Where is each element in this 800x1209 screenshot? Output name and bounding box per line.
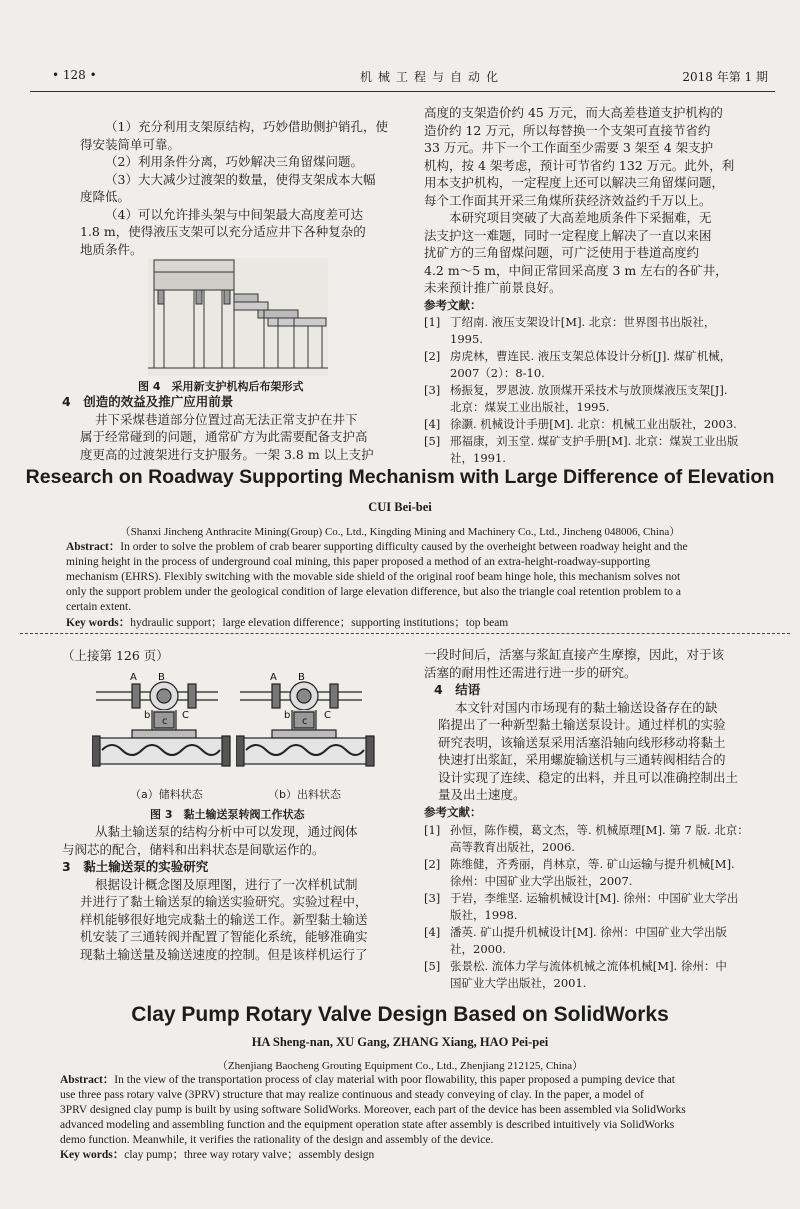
- para-line: 设计实现了连续、稳定的出料，并且可以准确控制出土: [438, 769, 739, 785]
- label-A: A: [130, 672, 137, 683]
- label-C: C: [182, 710, 189, 721]
- section-heading: 4 结语: [434, 682, 481, 697]
- bottom-right-references: [424, 822, 784, 992]
- bottom-left-text: [62, 823, 422, 963]
- label-b: b: [284, 710, 291, 721]
- abstract-label: Abstract：: [60, 1074, 115, 1086]
- para-line: 快速打出浆缸，采用螺旋输送机与三通转阀相结合的: [438, 752, 726, 767]
- reference-item: [1] 孙恒，陈作模，葛文杰，等. 机械原理[M]. 第 7 版. 北京：: [424, 823, 749, 837]
- reference-item-cont: 北京：煤炭工业出版社，1995.: [450, 400, 610, 414]
- keywords-label: Key words：: [66, 617, 131, 629]
- para-line: 从黏土输送泵的结构分析中可以发现，通过阀体: [95, 824, 358, 839]
- figure-4-caption: 图 4 采用新支护机构后布架形式: [138, 380, 304, 393]
- abstract-line: Abstract：In the view of the transportation process of clay material with poor flowability, this paper proposed a pumping device that: [60, 1074, 675, 1086]
- references-heading: 参考文献：: [424, 297, 482, 312]
- abstract-line: only the support problem under the geological condition of large elevation difference, but also the triangle coal retention problem to a: [66, 586, 681, 598]
- reference-item-cont: 2007（2）：8-10.: [450, 366, 545, 380]
- list-line: （4）可以允许排头架与中间架最大高度差可达: [105, 206, 363, 222]
- abstract-line: Abstract：In order to solve the problem of crab bearer supporting difficulty caused by the overheight between roadway height and the: [66, 541, 688, 553]
- abstract-line: use three pass rotary valve (3PRV) structure that may realize continuous and steady conveying of clay. In the paper, a model of: [60, 1089, 644, 1101]
- label-C: C: [324, 710, 331, 721]
- page-number: • 128 •: [52, 68, 97, 82]
- abstract-line: certain extent.: [66, 601, 132, 613]
- para-line: 造价约 12 万元，所以每替换一个支架可直接节省约: [424, 122, 711, 138]
- para-line: 本文针对国内市场现有的黏土输送设备存在的缺: [455, 699, 718, 715]
- running-header: [30, 68, 770, 88]
- article-2-authors: HA Sheng-nan, XU Gang, ZHANG Xiang, HAO Pei-pei: [251, 1035, 549, 1049]
- para-line: 未来预计推广前景良好。: [424, 280, 562, 295]
- label-B: B: [158, 672, 165, 683]
- article-1-abstract: [66, 540, 778, 631]
- label-c: c: [162, 716, 168, 727]
- abstract-label: Abstract：: [66, 541, 121, 553]
- section-heading: 3 黏土输送泵的实验研究: [62, 859, 209, 874]
- journal-name: 机械工程与自动化: [360, 70, 505, 84]
- reference-item-cont: 版社，1998.: [450, 908, 518, 922]
- continued-from: （上接第 126 页）: [62, 648, 169, 663]
- para-line: 量及出土速度。: [438, 787, 526, 802]
- issue-label: 2018 年第 1 期: [682, 70, 768, 84]
- figure-3b-discharge-state: [236, 670, 376, 782]
- para-line: 度更高的过渡架进行支护服务。一架 3.8 m 以上支护: [80, 446, 374, 462]
- article-1-author: CUI Bei-bei: [368, 500, 432, 514]
- reference-item: [5] 邢福康，刘玉堂. 煤矿支护手册[M]. 北京：煤炭工业出版: [424, 434, 739, 448]
- list-line: 得安装简单可靠。: [80, 136, 181, 152]
- reference-item-cont: 社，1991.: [450, 451, 506, 465]
- para-line: 扰矿方的三角留煤问题，可广泛使用于巷道高度约: [424, 245, 700, 260]
- para-line: 根据设计概念图及原理图，进行了一次样机试制: [95, 876, 358, 892]
- list-line: （1）充分利用支架原结构，巧妙借助侧护销孔，使: [105, 119, 388, 134]
- para-line: 一段时间后，活塞与浆缸直接产生摩擦，因此，对于该: [424, 647, 725, 662]
- label-b: b: [144, 710, 151, 721]
- figure-4-support-layout: [148, 258, 328, 376]
- keywords-line: Key words：hydraulic support；large elevation difference；supporting institutions；top beam: [66, 617, 509, 629]
- para-line: 活塞的耐用性还需进行进一步的研究。: [424, 664, 637, 680]
- para-line: 每个工作面其开采三角煤所获经济效益约千万以上。: [424, 192, 712, 208]
- reference-item: [4] 徐灏. 机械设计手册[M]. 北京：机械工业出版社，2003.: [424, 417, 737, 431]
- top-left-section-4: [62, 393, 422, 463]
- reference-item: [2] 陈维健，齐秀丽，肖林京，等. 矿山运输与提升机械[M].: [424, 857, 735, 871]
- para-line: 本研究项目突破了大高差地质条件下采掘难，无: [449, 210, 712, 225]
- label-c: c: [302, 716, 308, 727]
- reference-item-cont: 徐州：中国矿业大学出版社，2007.: [450, 874, 633, 888]
- reference-item: [3] 杨振复，罗恩波. 放顶煤开采技术与放顶煤液压支架[J].: [424, 383, 728, 397]
- article-2-affiliation: （Zhenjiang Baocheng Grouting Equipment Co., Ltd., Zhenjiang 212125, China）: [216, 1060, 584, 1072]
- top-right-text: [424, 104, 784, 314]
- para-line: 井下采煤巷道部分位置过高无法正常支护在井下: [95, 411, 358, 427]
- reference-item-cont: 1995.: [450, 332, 483, 346]
- list-line: 1.8 m，使得液压支架可以充分适应井下各种复杂的: [80, 224, 366, 239]
- label-B: B: [298, 672, 305, 683]
- list-line: 度降低。: [80, 189, 131, 204]
- reference-item: [1] 丁绍南. 液压支架设计[M]. 北京：世界图书出版社，: [424, 315, 716, 329]
- article-1-title: Research on Roadway Supporting Mechanism with Large Difference of Elevation: [25, 466, 775, 488]
- reference-item-cont: 社，2000.: [450, 942, 506, 956]
- reference-item-cont: 高等教育出版社，2006.: [450, 840, 575, 854]
- para-line: 研究表明，该输送泵采用活塞沿轴向线形移动将黏土: [438, 734, 726, 750]
- figure-3a-storage-state: [92, 670, 232, 782]
- abstract-line: advanced modeling and assembling function and the equipment operation state after assembly is described intuitively via SolidWorks: [60, 1119, 675, 1131]
- reference-item-cont: 国矿业大学出版社，2001.: [450, 976, 587, 990]
- keywords-label: Key words：: [60, 1149, 125, 1161]
- list-line: 地质条件。: [80, 241, 143, 257]
- abstract-line: demo function. Meanwhile, it verifies the rationality of the design and assembly of the device.: [60, 1134, 494, 1146]
- abstract-line: mechanism (EHRS). Flexibly switching with the movable side shield of the original roof beam hinge hole, this mechanism solves not: [66, 571, 681, 583]
- figure-3-caption: 图 3 黏土输送泵转阀工作状态: [150, 808, 305, 821]
- header-rule: [30, 91, 775, 92]
- article-1-affiliation: （Shanxi Jincheng Anthracite Mining(Group) Co., Ltd., Kingding Mining and Machinery Co., Ltd., Jincheng 048006, China）: [119, 526, 681, 538]
- article-2-abstract: [60, 1073, 778, 1163]
- para-line: 法支护这一难题，同时一定程度上解决了一直以来困: [424, 227, 712, 243]
- para-line: 机构，按 4 架考虑，预计可节省约 132 万元。此外，利: [424, 157, 735, 173]
- para-line: 高度的支架造价约 45 万元，而大高差巷道支护机构的: [424, 105, 723, 120]
- para-line: 并进行了黏土输送泵的输送实验研究。实验过程中，: [80, 894, 368, 909]
- para-line: 4.2 m～5 m，中间正常回采高度 3 m 左右的各矿井，: [424, 262, 728, 278]
- article-separator: [20, 633, 790, 634]
- abstract-line: 3PRV designed clay pump is built by using software SolidWorks. Moreover, each part of the device has been assembled via SolidWorks: [60, 1104, 686, 1116]
- label-A: A: [270, 672, 277, 683]
- section-heading: 4 创造的效益及推广应用前景: [62, 394, 234, 409]
- para-line: 陷提出了一种新型黏土输送泵设计。通过样机的实验: [438, 717, 726, 732]
- references-heading: 参考文献：: [424, 804, 482, 819]
- bottom-right-text: [424, 646, 784, 821]
- top-right-references: [424, 314, 784, 467]
- abstract-line: mining height in the process of underground coal mining, this paper proposed a method of an extra-height-roadway-supporting: [66, 556, 650, 568]
- para-line: 样机能够很好地完成黏土的输送工作。新型黏土输送: [80, 911, 368, 927]
- reference-item: [5] 张景松. 流体力学与流体机械之流体机械[M]. 徐州：中: [424, 959, 727, 973]
- top-left-list: [80, 118, 420, 258]
- list-line: （3）大大减少过渡架的数量，使得支架成本大幅: [105, 171, 376, 187]
- para-line: 机安装了三通转阀并配置了智能化系统，能够准确实: [80, 929, 368, 944]
- list-line: （2）利用条件分离，巧妙解决三角留煤问题。: [105, 154, 363, 169]
- keywords-line: Key words：clay pump；three way rotary valve；assembly design: [60, 1149, 375, 1161]
- para-line: 用本支护机构，一定程度上还可以解决三角留煤问题，: [424, 175, 725, 190]
- reference-item: [4] 潘英. 矿山提升机械设计[M]. 徐州：中国矿业大学出版: [424, 925, 727, 939]
- para-line: 33 万元。井下一个工作面至少需要 3 架至 4 架支护: [424, 140, 714, 155]
- figure-3b-label: （b）出料状态: [268, 788, 341, 801]
- figure-3a-label: （a）储料状态: [130, 788, 203, 801]
- reference-item: [3] 于岩，李维坚. 运输机械设计[M]. 徐州：中国矿业大学出: [424, 891, 739, 905]
- article-2-title: Clay Pump Rotary Valve Design Based on SolidWorks: [131, 1003, 669, 1026]
- para-line: 属于经常碰到的问题，通常矿方为此需要配备支护高: [80, 429, 368, 444]
- reference-item: [2] 房虎林，曹连民. 液压支架总体设计分析[J]. 煤矿机械，: [424, 349, 732, 363]
- para-line: 现黏土输送量及输送速度的控制。但是该样机运行了: [80, 946, 368, 962]
- para-line: 与阀芯的配合，储料和出料状态是间歇运作的。: [62, 841, 325, 857]
